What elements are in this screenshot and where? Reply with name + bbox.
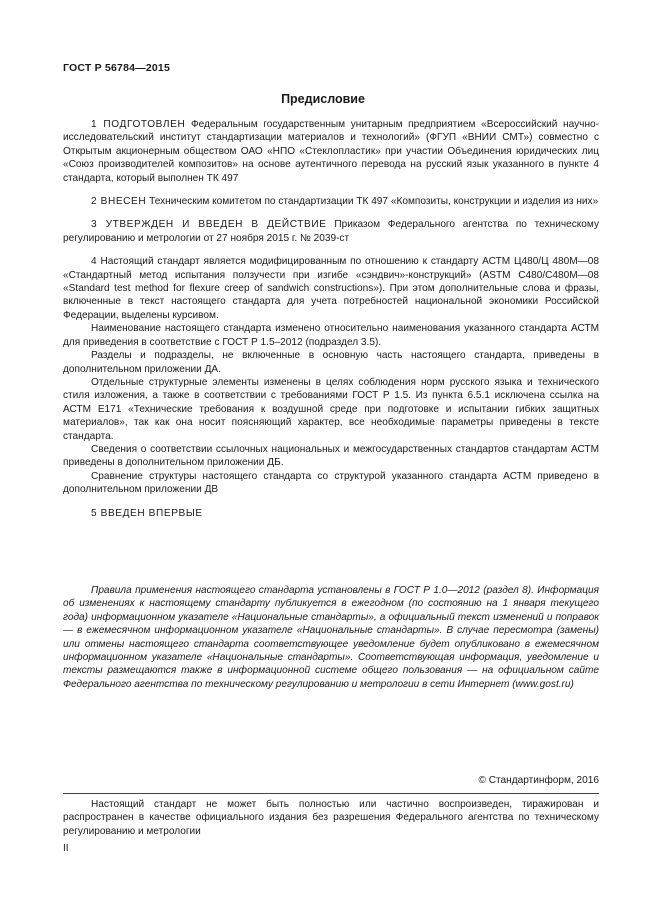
page-title: Предисловие <box>281 92 365 106</box>
paragraph-5 <box>63 507 599 520</box>
paragraph-2 <box>63 195 599 208</box>
paragraph-1 <box>63 118 599 185</box>
copyright: © Стандартинформ, 2016 <box>478 775 599 786</box>
paragraph-3-text: Приказом Федерального агентства по техническому регулированию и метрологии от 27 ноября 2015 г. № 2039-ст <box>63 219 599 244</box>
paragraph-3 <box>63 218 599 245</box>
reproduction-notice: Настоящий стандарт не может быть полностью или частично воспроизведен, тиражирован и распространен в качестве официального издания без разрешения Федерального агентства по техническому регулированию и метрологии <box>63 799 599 837</box>
paragraph-4: 4 Настоящий стандарт является модифицированным по отношению к стандарту АСТМ Ц480/Ц 480М—08 «Стандартный метод испытания ползучести при изгибе «сэндвич»-конструкций» (ASTM C480/C480M—08 «Standard test method for flexure creep of sandwich constructions»). При этом дополнительные слова и фразы, включенные в текст настоящего стандарта для учета потребностей национальной экономики Российской Федерации, выделены курсивом. <box>63 256 599 321</box>
paragraph-4-appendix-db: Сведения о соответствии ссылочных национальных и межгосударственных стандартов стандартам АСТМ приведены в дополнительном приложении ДБ. <box>63 443 599 469</box>
paragraph-3-lead: 3 УТВЕРЖДЕН И ВВЕДЕН В ДЕЙСТВИЕ <box>91 219 327 231</box>
standard-code: ГОСТ Р 56784—2015 <box>63 62 171 74</box>
page-number: II <box>63 843 69 854</box>
paragraph-4-appendix-dv: Сравнение структуры настоящего стандарта со структурой указанного стандарта АСТМ приведено в дополнительном приложении ДВ <box>63 470 599 496</box>
paragraph-1-text: Федеральным государственным унитарным предприятием «Всероссийский научно-исследовательский институт стандартизации материалов и технологий» (ФГУП «ВНИИ СМТ») совместно с Открытым акционерным обществом ОАО «НПО «Стеклопластик» при участии Объединения юридических лиц «Союз производителей композитов» на основе аутентичного перевода на русский язык указанного в пункте 4 стандарта, который выполнен ТК 497 <box>63 119 599 184</box>
paragraph-2-lead: 2 ВНЕСЕН <box>91 196 147 208</box>
application-notice: Правила применения настоящего стандарта установлены в ГОСТ Р 1.0—2012 (раздел 8). Информация об изменениях к настоящему стандарту публикуется в ежегодном (по состоянию на 1 января текущего года) информационном указателе «Национальные стандарты», а официальный текст изменений и поправок — в ежемесячном информационном указателе «Национальные стандарты». В случае пересмотра (замены) или отмены настоящего стандарта соответствующее уведомление будет опубликовано в ежемесячном информационном указателе «Национальные стандарты». Соответствующая информация, уведомление и тексты размещаются также в информационной системе общего пользования — на официальном сайте Федерального агентства по техническому регулированию и метрологии в сети Интернет (www.gost.ru) <box>63 585 599 690</box>
divider <box>63 793 599 794</box>
paragraph-4-structural: Отдельные структурные элементы изменены в целях соблюдения норм русского языка и технического стиля изложения, а также в соответствии с требованиями ГОСТ Р 1.5. Из пункта 6.5.1 исключена ссылка на АСТМ Е171 «Технические требования к воздушной среде при подготовке и испытании гибких защитных материалов», так как она носит поясняющий характер, все необходимые параметры приведены в тексте стандарта. <box>63 376 599 442</box>
preface-body <box>63 118 599 530</box>
paragraph-2-text: Техническим комитетом по стандартизации ТК 497 «Композиты, конструкции и изделия из них» <box>149 196 599 208</box>
paragraph-4-name-change: Наименование настоящего стандарта изменено относительно наименования указанного стандарта АСТМ для приведения в соответствие с ГОСТ Р 1.5–2012 (подраздел 3.5). <box>63 323 599 348</box>
paragraph-4-appendix-da: Разделы и подразделы, не включенные в основную часть настоящего стандарта, приведены в дополнительном приложении ДА. <box>63 350 599 375</box>
paragraph-5-lead: 5 ВВЕДЕН ВПЕРВЫЕ <box>91 507 203 519</box>
paragraph-1-lead: 1 ПОДГОТОВЛЕН <box>91 119 186 130</box>
